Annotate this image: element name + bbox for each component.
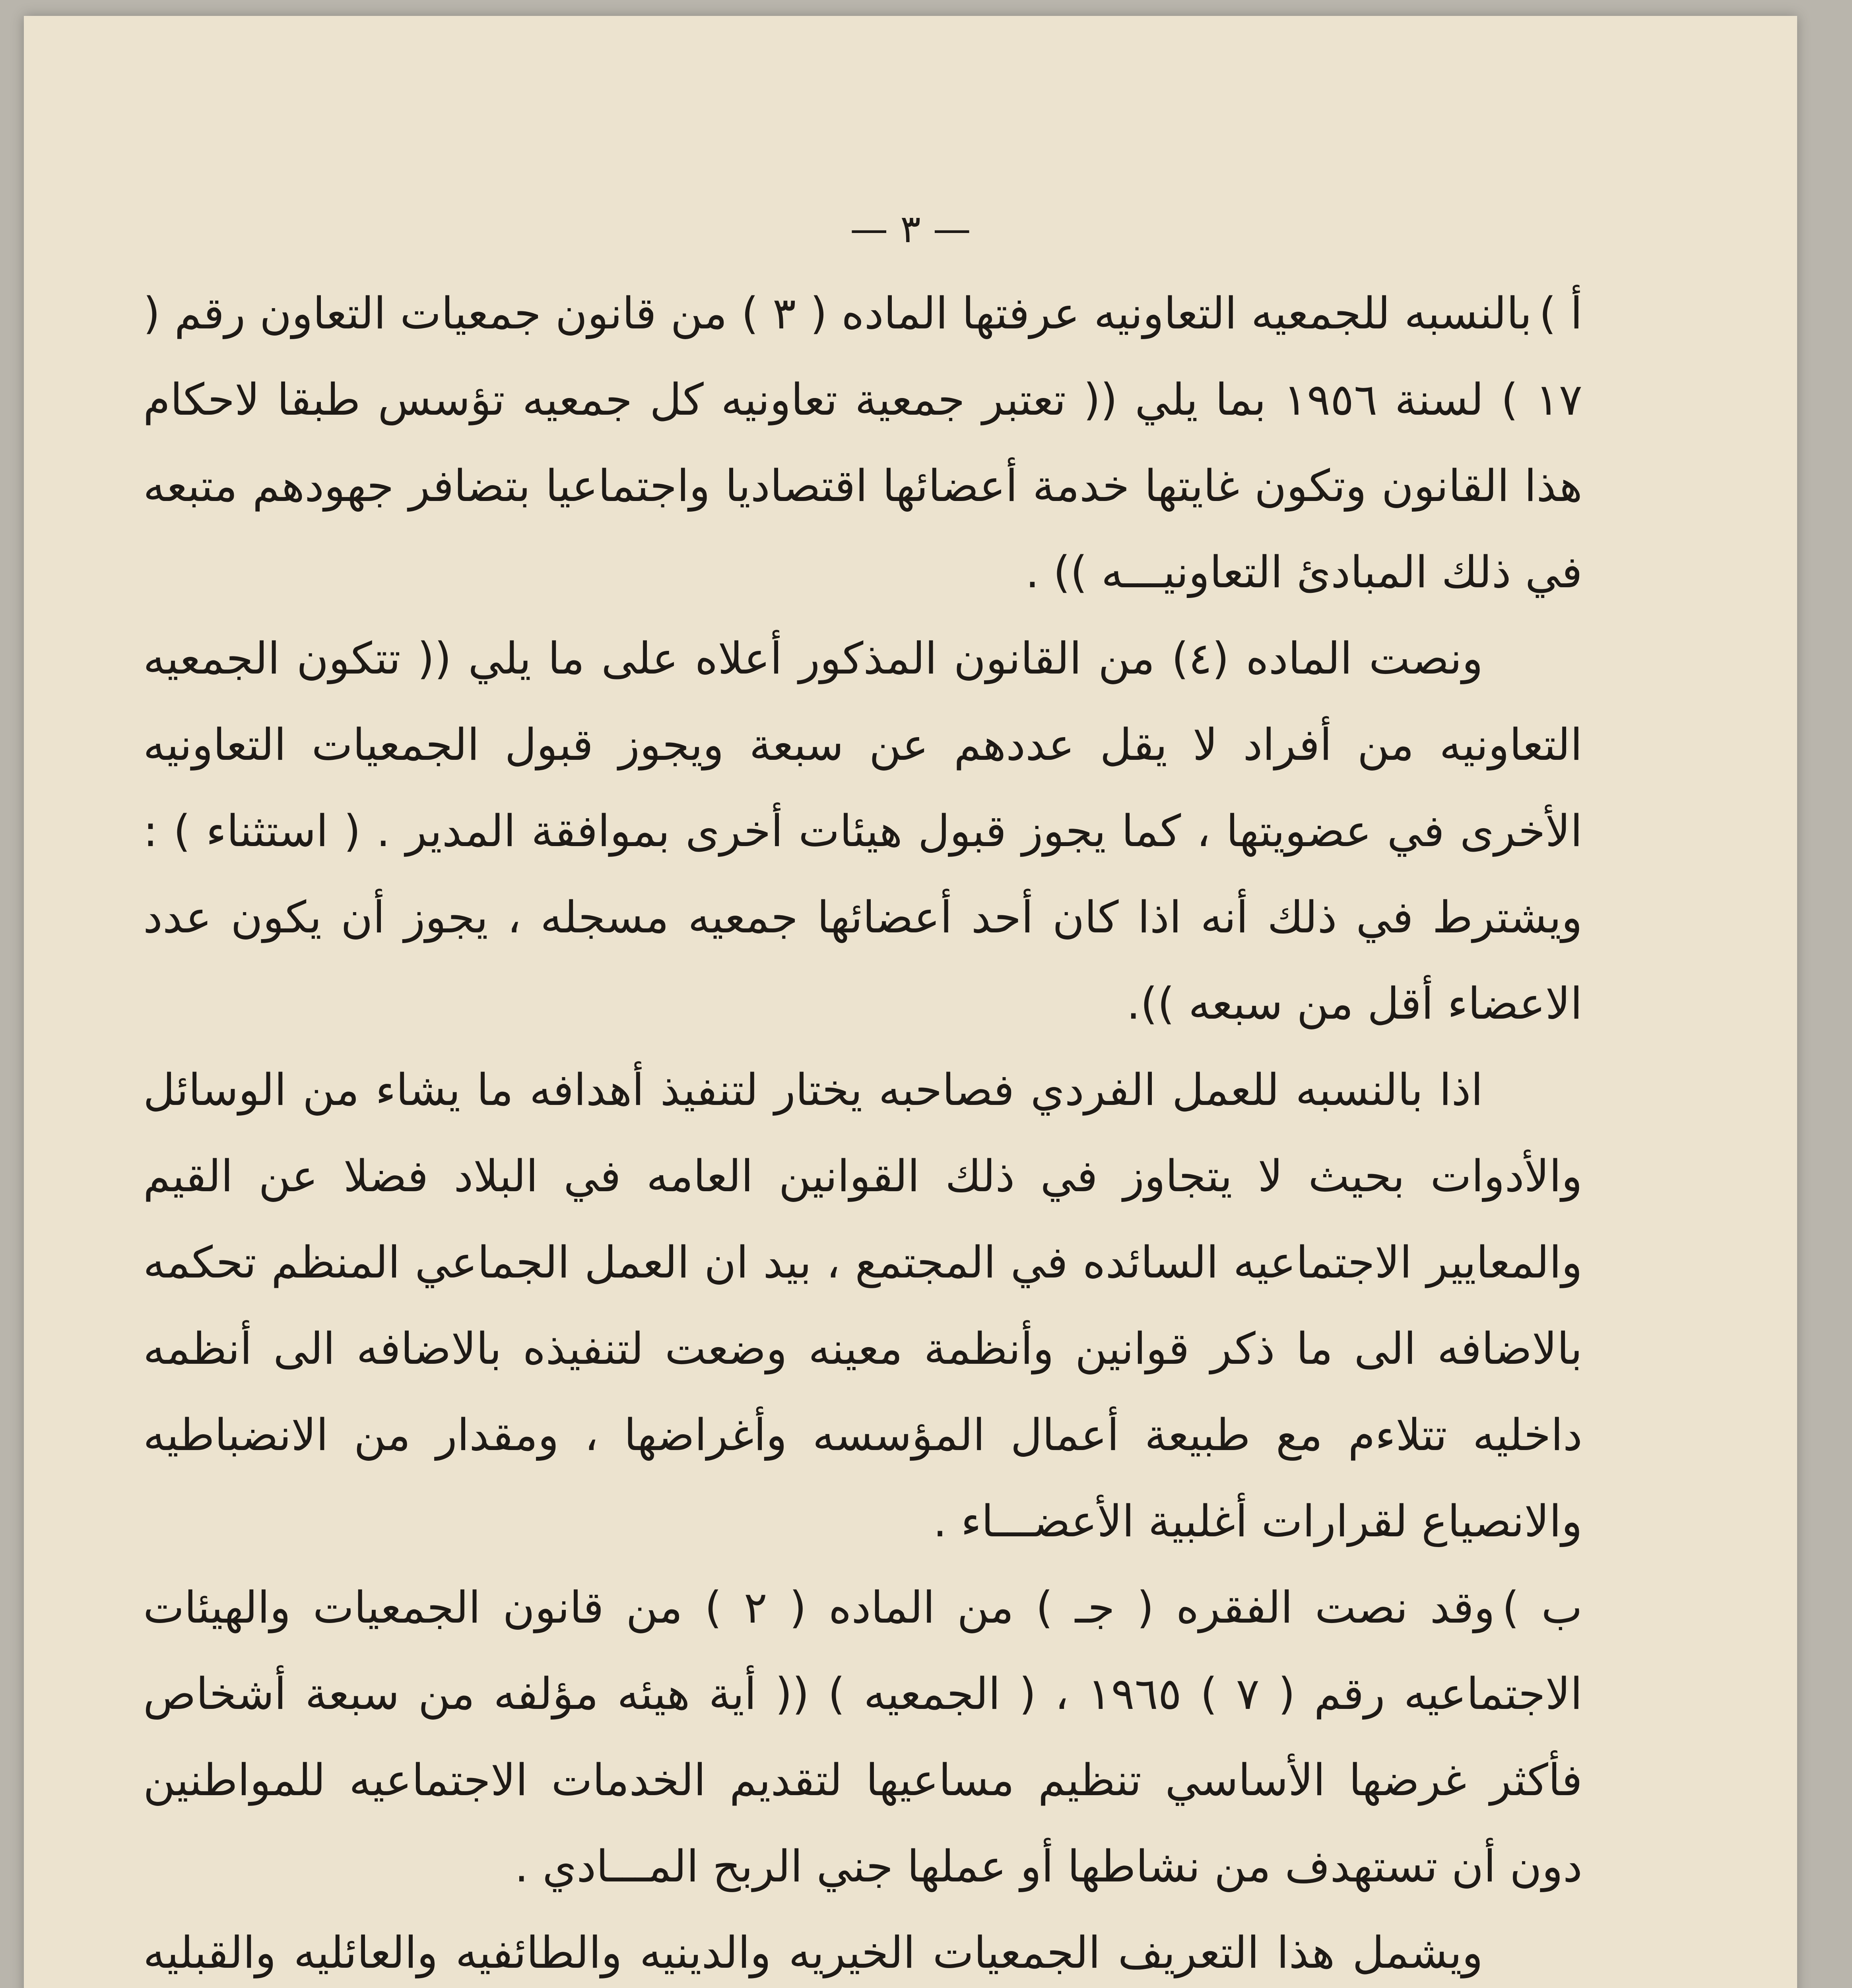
body-text [143,270,1582,1988]
paragraph [143,270,1582,615]
document-page [24,16,1797,1988]
paragraph-text: بالنسبه للجمعيه التعاونيه عرفتها الماده ( ٣ ) من قانون جمعيات التعاون رقم ( ١٧ ) لسنة ١٩٥٦ بما يلي (( تعتبر جمعية تعاونيه كل جمعيه تؤسس طبقا لاحكام هذا القانون وتكون غايتها خدمة أعضائها اقتصاديا واجتماعيا بتضافر جهودهم متبعه في ذلك المبادئ التعاونيـــه )) . [143,288,1582,598]
paragraph-text: ويشمل هذا التعريف الجمعيات الخيريه والدينيه والطائفيه والعائليه والقبليه [143,1927,1483,1978]
paragraph [143,1910,1582,1988]
page-number: — ٣ — [850,207,971,251]
paragraph-text: ونصت الماده (٤) من القانون المذكور أعلاه على ما يلي (( تتكون الجمعيه التعاونيه من أفراد لا يقل عددهم عن سبعة ويجوز قبول الجمعيات التعاونيه الأخرى في عضويتها ، كما يجوز قبول هيئات أخرى بموافقة المدير . ( استثناء ) : ويشترط في ذلك أنه اذا كان أحد أعضائها جمعيه مسجله ، يجوز أن يكون عدد الاعضاء أقل من سبعه )). [143,633,1582,1029]
paragraph [143,1047,1582,1565]
paragraph [143,1565,1582,1910]
paragraph-text: اذا بالنسبه للعمل الفردي فصاحبه يختار لتنفيذ أهدافه ما يشاء من الوسائل والأدوات بحيث لا يتجاوز في ذلك القوانين العامه في البلاد فضلا عن القيم والمعايير الاجتماعيه السائده في المجتمع ، بيد ان العمل الجماعي المنظم تحكمه بالاضافه الى ما ذكر قوانين وأنظمة معينه وضعت لتنفيذه بالاضافه الى أنظمه داخليه تتلاءم مع طبيعة أعمال المؤسسه وأغراضها ، ومقدار من الانضباطيه والانصياع لقرارات أغلبية الأعضـــاء . [143,1064,1582,1547]
paragraph [143,615,1582,1047]
item-marker: أ ) [1539,288,1582,339]
item-marker: ب ) [1502,1582,1583,1633]
paragraph-text: وقد نصت الفقره ( جـ ) من الماده ( ٢ ) من قانون الجمعيات والهيئات الاجتماعيه رقم ( ٧ ) ١٩٦٥ ، ( الجمعيه ) (( أية هيئه مؤلفه من سبعة أشخاص فأكثر غرضها الأساسي تنظيم مساعيها لتقديم الخدمات الاجتماعيه للمواطنين دون أن تستهدف من نشاطها أو عملها جني الربح المـــادي . [143,1582,1582,1892]
